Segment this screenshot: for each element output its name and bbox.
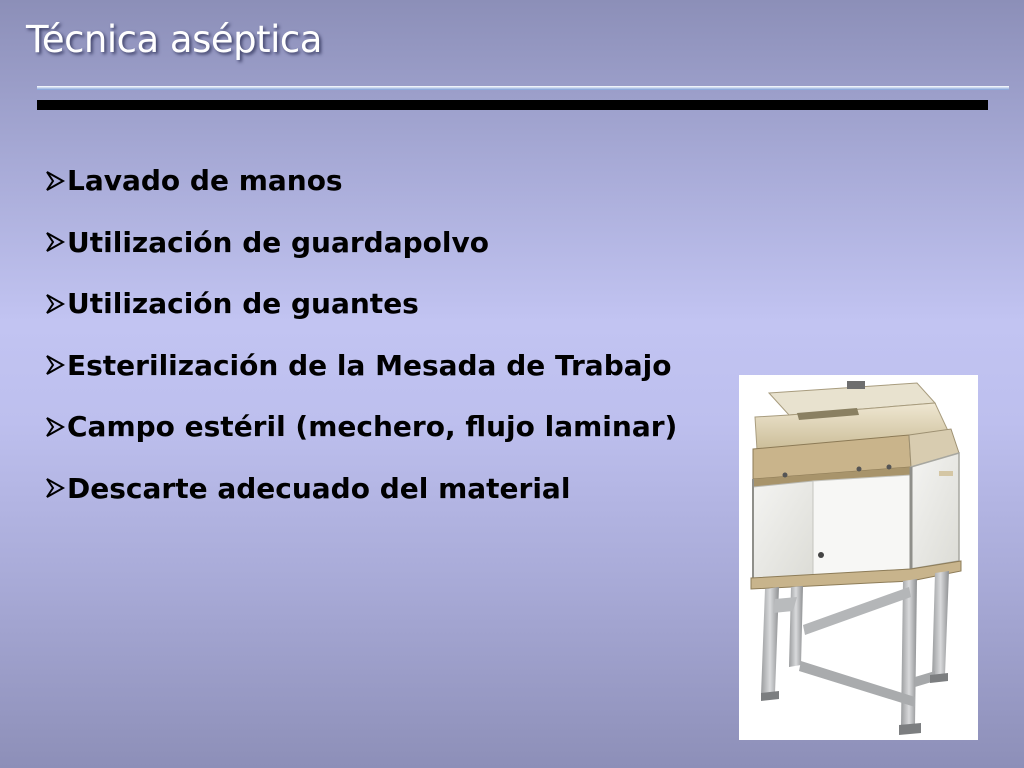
- bullet-text: Descarte adecuado del material: [67, 471, 571, 505]
- bullet-text: Utilización de guardapolvo: [67, 225, 489, 259]
- bullet-item: [44, 212, 677, 274]
- arrowhead-bullet-icon: [44, 168, 66, 194]
- bullet-text: Lavado de manos: [67, 164, 343, 198]
- arrowhead-bullet-icon: [44, 475, 66, 501]
- bullet-list: [44, 150, 677, 519]
- bullet-item: [44, 150, 677, 212]
- laminar-flow-cabinet-photo: [739, 375, 978, 740]
- bullet-item: [44, 458, 677, 520]
- slide-title: Técnica aséptica: [26, 18, 322, 61]
- arrowhead-bullet-icon: [44, 291, 66, 317]
- bullet-item: [44, 273, 677, 335]
- arrowhead-bullet-icon: [44, 352, 66, 378]
- bullet-text: Campo estéril (mechero, flujo laminar): [67, 410, 678, 444]
- bullet-text: Utilización de guantes: [67, 287, 419, 321]
- bullet-item: [44, 335, 677, 397]
- title-underline-thin: [37, 86, 1009, 90]
- bullet-item: [44, 396, 677, 458]
- title-underline-thick: [37, 100, 988, 110]
- bullet-text: Esterilización de la Mesada de Trabajo: [67, 348, 672, 382]
- arrowhead-bullet-icon: [44, 414, 66, 440]
- arrowhead-bullet-icon: [44, 229, 66, 255]
